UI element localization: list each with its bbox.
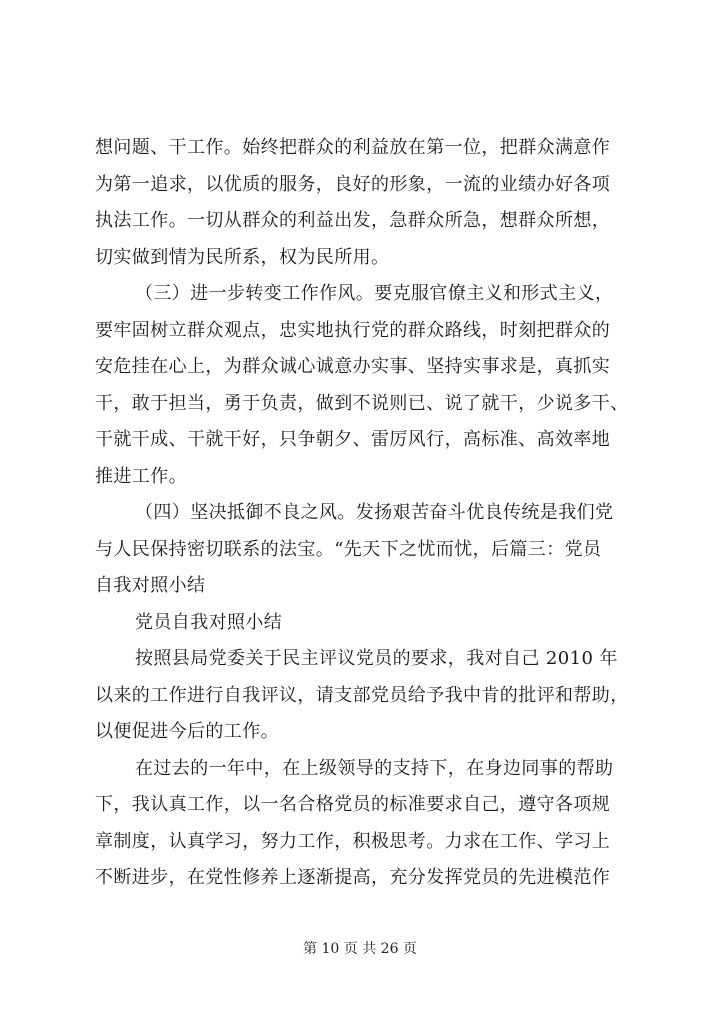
- paragraph-start-line: （四）坚决抵御不良之风。发扬艰苦奋斗优良传统是我们党: [135, 502, 614, 523]
- page-number-footer: 第 10 页 共 26 页: [303, 941, 417, 957]
- text-line: 推进工作。: [95, 465, 187, 487]
- text-line: 自我对照小结: [95, 575, 206, 596]
- text-line: 执法工作。一切从群众的利益出发，急群众所急，想群众所想，: [95, 210, 611, 231]
- text-line: 干，敢于担当，勇于负责，做到不说则已、说了就干，少说多干、: [95, 392, 629, 414]
- text-line: 不断进步，在党性修养上逐渐提高，充分发挥党员的先进模范作: [95, 867, 611, 888]
- paragraph-start-line: （三）进一步转变工作作风。要克服官僚主义和形式主义，: [135, 283, 614, 304]
- paragraph-start-line: 在过去的一年中，在上级领导的支持下，在身边同事的帮助: [135, 757, 614, 779]
- text-line: 想问题、干工作。始终把群众的利益放在第一位，把群众满意作: [95, 137, 611, 158]
- section-heading: 党员自我对照小结: [135, 611, 283, 633]
- text-line: 以来的工作进行自我评议，请支部党员给予我中肯的批评和帮助，: [95, 684, 629, 706]
- text-line: 干就干成、干就干好，只争朝夕、雷厉风行，高标准、高效率地: [95, 429, 611, 450]
- text-line: 以便促进今后的工作。: [95, 721, 279, 742]
- document-body: [95, 130, 640, 897]
- text-line: 切实做到情为民所系，权为民所用。: [95, 246, 390, 268]
- paragraph-start-line: 按照县局党委关于民主评议党员的要求，我对自己 2010 年: [135, 648, 618, 669]
- text-line: 与人民保持密切联系的法宝。“先天下之忧而忧，后篇三：党员: [95, 538, 602, 560]
- text-line: 安危挂在心上，为群众诚心诚意办实事、坚持实事求是，真抓实: [95, 356, 611, 377]
- text-line: 章制度，认真学习，努力工作，积极思考。力求在工作、学习上: [95, 830, 611, 852]
- text-line: 要牢固树立群众观点，忠实地执行党的群众路线，时刻把群众的: [95, 319, 611, 341]
- text-line: 为第一追求，以优质的服务，良好的形象，一流的业绩办好各项: [95, 173, 611, 195]
- text-line: 下，我认真工作，以一名合格党员的标准要求自己，遵守各项规: [95, 794, 611, 815]
